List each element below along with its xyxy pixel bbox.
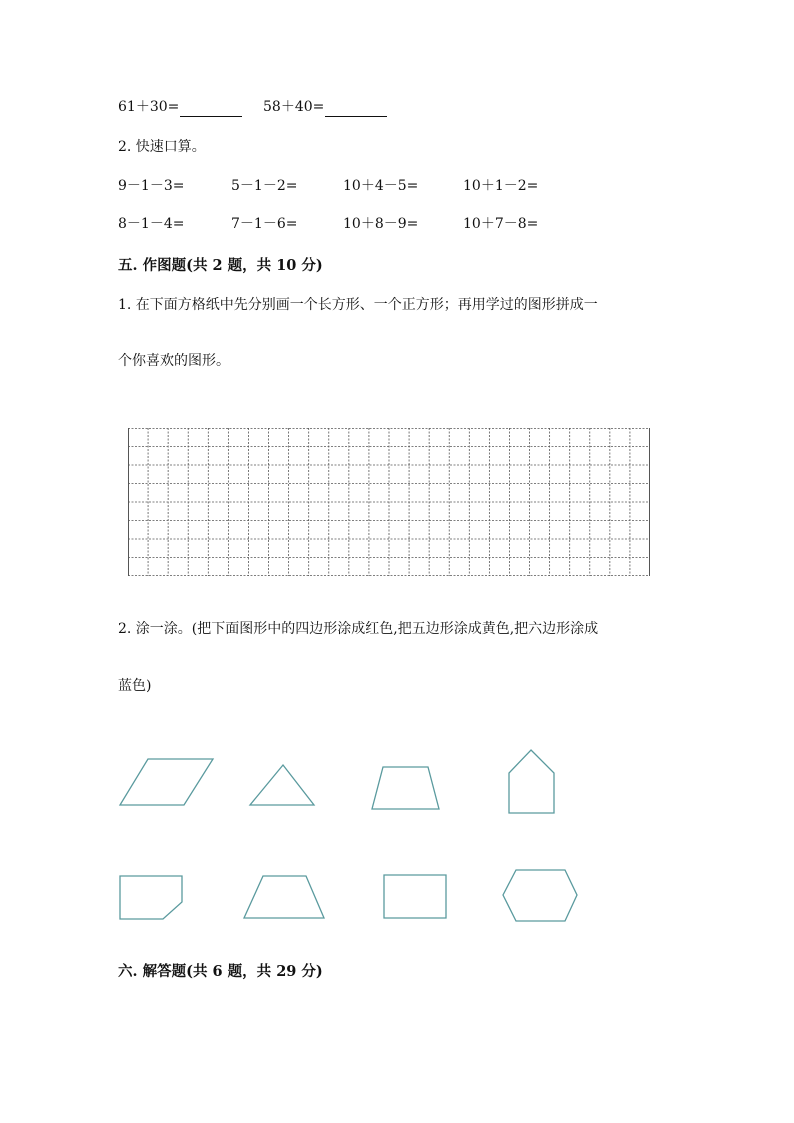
fill-in-expression-2: 58＋40= bbox=[263, 99, 325, 115]
section-6-heading: 六. 解答题(共 6 题，共 29 分) bbox=[118, 963, 323, 980]
pentagon-cut-corner-shape[interactable] bbox=[120, 876, 182, 919]
triangle-shape[interactable] bbox=[250, 765, 314, 805]
mental-math-r2-c3: 10＋8－9= bbox=[343, 216, 419, 232]
mental-math-r2-c4: 10＋7－8= bbox=[463, 216, 539, 232]
mental-math-r1-c4: 10＋1－2= bbox=[463, 178, 539, 194]
fill-in-expression-1: 61＋30= bbox=[118, 99, 180, 115]
section-5-question-1-line-2: 个你喜欢的图形。 bbox=[118, 353, 230, 369]
answer-blank-2[interactable] bbox=[325, 102, 387, 117]
grid-paper[interactable] bbox=[128, 428, 650, 576]
hexagon-shape[interactable] bbox=[503, 870, 577, 921]
fill-in-question-2 bbox=[263, 97, 387, 117]
pentagon-house-shape[interactable] bbox=[509, 750, 554, 813]
rectangle-shape[interactable] bbox=[384, 875, 446, 918]
shapes-to-color bbox=[0, 740, 794, 940]
parallelogram-shape[interactable] bbox=[120, 759, 213, 805]
mental-math-r1-c1: 9－1－3= bbox=[118, 178, 185, 194]
mental-math-title: 2. 快速口算。 bbox=[118, 139, 206, 155]
fill-in-question-1 bbox=[118, 97, 242, 117]
section-5-question-2-line-2: 蓝色) bbox=[118, 678, 152, 694]
mental-math-r2-c1: 8－1－4= bbox=[118, 216, 185, 232]
section-5-question-1-line-1: 1. 在下面方格纸中先分别画一个长方形、一个正方形；再用学过的图形拼成一 bbox=[118, 297, 598, 313]
answer-blank-1[interactable] bbox=[180, 102, 242, 117]
mental-math-r1-c2: 5－1－2= bbox=[231, 178, 298, 194]
trapezoid-shape[interactable] bbox=[372, 767, 439, 809]
wide-trapezoid-shape[interactable] bbox=[244, 876, 324, 918]
section-5-heading: 五. 作图题(共 2 题，共 10 分) bbox=[118, 257, 323, 274]
mental-math-r1-c3: 10＋4－5= bbox=[343, 178, 419, 194]
mental-math-r2-c2: 7－1－6= bbox=[231, 216, 298, 232]
section-5-question-2-line-1: 2. 涂一涂。(把下面图形中的四边形涂成红色,把五边形涂成黄色,把六边形涂成 bbox=[118, 621, 599, 637]
